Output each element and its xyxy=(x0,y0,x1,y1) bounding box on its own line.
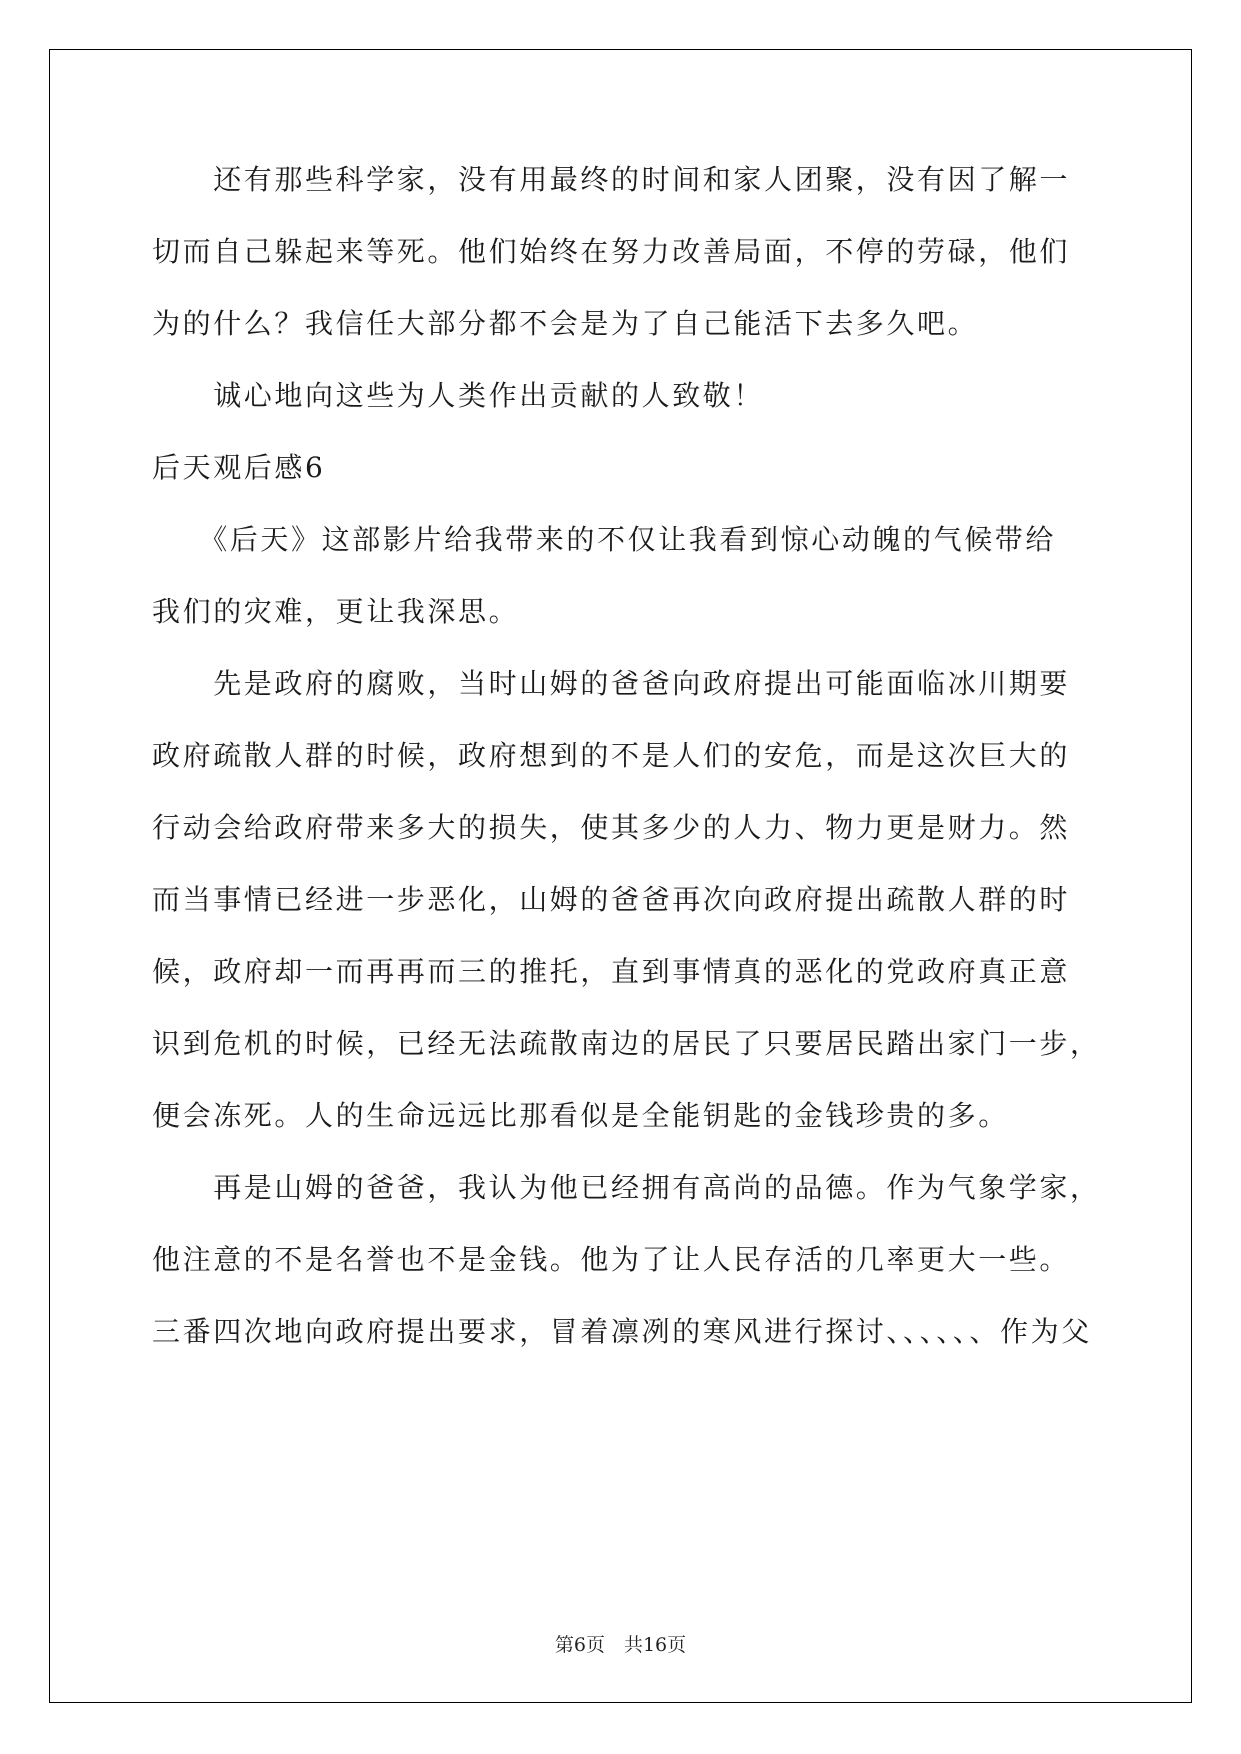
text-line: 切而自己躲起来等死。他们始终在努力改善局面，不停的劳碌，他们 xyxy=(152,235,1071,268)
text-line: 再是山姆的爸爸，我认为他已经拥有高尚的品德。作为气象学家， xyxy=(152,1171,1101,1204)
text-line: 便会冻死。人的生命远远比那看似是全能钥匙的金钱珍贵的多。 xyxy=(152,1099,1009,1132)
text-line: 候，政府却一而再再而三的推托，直到事情真的恶化的党政府真正意 xyxy=(152,955,1071,988)
text-line: 政府疏散人群的时候，政府想到的不是人们的安危，而是这次巨大的 xyxy=(152,739,1071,772)
text-line: 我们的灾难，更让我深思。 xyxy=(152,595,520,628)
page-footer: 第6页 共16页 xyxy=(554,1634,687,1656)
text-line: 三番四次地向政府提出要求，冒着凛冽的寒风进行探讨、、、、、、作为父 xyxy=(152,1315,1092,1348)
text-line: 为的什么？我信任大部分都不会是为了自己能活下去多久吧。 xyxy=(152,307,979,340)
text-line: 而当事情已经进一步恶化，山姆的爸爸再次向政府提出疏散人群的时 xyxy=(152,883,1071,916)
text-line: 识到危机的时候，已经无法疏散南边的居民了只要居民踏出家门一步， xyxy=(152,1027,1101,1060)
text-line: 还有那些科学家，没有用最终的时间和家人团聚，没有因了解一 xyxy=(152,163,1071,196)
page-border xyxy=(49,49,1192,1703)
text-line: 《后天》这部影片给我带来的不仅让我看到惊心动魄的气候带给 xyxy=(152,523,1057,556)
text-line: 诚心地向这些为人类作出贡献的人致敬！ xyxy=(152,379,765,412)
section-heading: 后天观后感6 xyxy=(152,451,326,484)
text-line: 行动会给政府带来多大的损失，使其多少的人力、物力更是财力。然 xyxy=(152,811,1071,844)
text-line: 先是政府的腐败，当时山姆的爸爸向政府提出可能面临冰川期要 xyxy=(152,667,1071,700)
text-line: 他注意的不是名誉也不是金钱。他为了让人民存活的几率更大一些。 xyxy=(152,1243,1071,1276)
